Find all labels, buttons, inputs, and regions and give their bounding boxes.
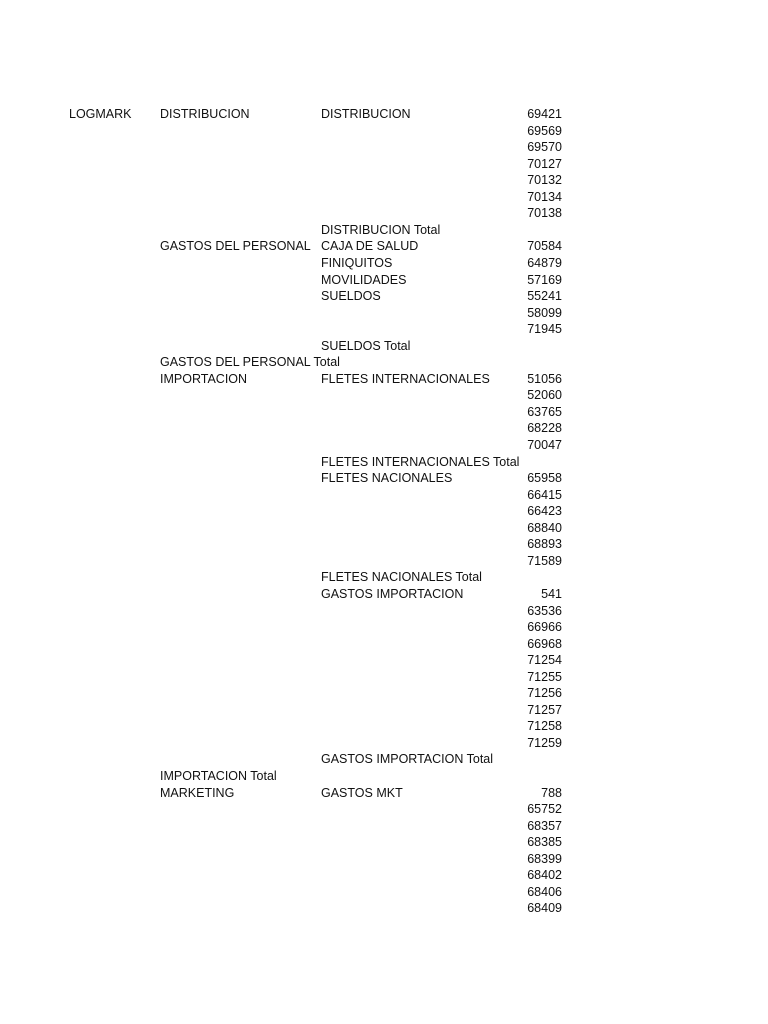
value-cell: 64879 (527, 255, 562, 270)
value-cell: 70127 (527, 156, 562, 171)
category-cell: GASTOS DEL PERSONAL Total (160, 355, 340, 370)
subcategory-cell: GASTOS MKT (321, 785, 403, 800)
value-cell: 52060 (527, 388, 562, 403)
table-row (0, 702, 768, 719)
value-cell: 63536 (527, 603, 562, 618)
table-row (0, 884, 768, 901)
value-cell: 68893 (527, 537, 562, 552)
table-row (0, 288, 768, 305)
table-row (0, 305, 768, 322)
value-cell: 71255 (527, 669, 562, 684)
value-cell: 541 (541, 586, 562, 601)
table-row (0, 338, 768, 355)
category-cell: DISTRIBUCION (160, 107, 250, 121)
table-row (0, 900, 768, 917)
table-row (0, 354, 768, 371)
table-row (0, 156, 768, 173)
category-cell: IMPORTACION (160, 371, 248, 386)
table-row (0, 586, 768, 603)
subcategory-cell: CAJA DE SALUD (321, 239, 419, 254)
value-cell: 71945 (527, 322, 562, 337)
value-cell: 68399 (527, 851, 562, 866)
value-cell: 71257 (527, 702, 562, 717)
subcategory-cell: GASTOS IMPORTACION (321, 586, 464, 601)
value-cell: 68402 (527, 868, 562, 883)
table-row (0, 222, 768, 239)
table-row (0, 321, 768, 338)
value-cell: 70584 (527, 239, 562, 254)
table-row (0, 189, 768, 206)
subcategory-cell: FLETES INTERNACIONALES Total (321, 454, 520, 469)
table-row (0, 851, 768, 868)
table-row (0, 139, 768, 156)
value-cell: 68406 (527, 884, 562, 899)
value-cell: 71589 (527, 553, 562, 568)
category-cell: GASTOS DEL PERSONAL (160, 239, 311, 254)
table-row (0, 735, 768, 752)
value-cell: 63765 (527, 404, 562, 419)
value-cell: 70132 (527, 173, 562, 188)
table-row (0, 768, 768, 785)
subcategory-cell: DISTRIBUCION Total (321, 222, 441, 237)
table-row (0, 437, 768, 454)
value-cell: 58099 (527, 305, 562, 320)
value-cell: 55241 (527, 289, 562, 304)
value-cell: 66423 (527, 504, 562, 519)
subcategory-cell: FLETES NACIONALES Total (321, 570, 482, 585)
table-row (0, 619, 768, 636)
subcategory-cell: FINIQUITOS (321, 255, 393, 270)
table-row (0, 603, 768, 620)
table-row (0, 569, 768, 586)
value-cell: 68228 (527, 421, 562, 436)
table-row (0, 470, 768, 487)
table-row (0, 520, 768, 537)
table-row (0, 553, 768, 570)
table-row (0, 371, 768, 388)
table-row (0, 387, 768, 404)
value-cell: 788 (541, 785, 562, 800)
table-row (0, 867, 768, 884)
value-cell: 71259 (527, 735, 562, 750)
value-cell: 68357 (527, 818, 562, 833)
subcategory-cell: DISTRIBUCION (321, 107, 411, 121)
subcategory-cell: MOVILIDADES (321, 272, 407, 287)
value-cell: 70134 (527, 189, 562, 204)
table-row (0, 172, 768, 189)
value-cell: 70047 (527, 438, 562, 452)
value-cell: 65958 (527, 471, 562, 486)
value-cell: 51056 (527, 371, 562, 386)
value-cell: 68840 (527, 520, 562, 535)
table-row (0, 652, 768, 669)
table-row (0, 487, 768, 504)
subcategory-cell: FLETES INTERNACIONALES (321, 371, 490, 386)
value-cell: 71254 (527, 653, 562, 668)
company-cell: LOGMARK (69, 107, 132, 121)
value-cell: 68409 (527, 901, 562, 916)
table-row (0, 454, 768, 471)
subcategory-cell: SUELDOS (321, 289, 381, 304)
value-cell: 69421 (527, 107, 562, 121)
value-cell: 69570 (527, 140, 562, 155)
table-row (0, 503, 768, 520)
table-row (0, 255, 768, 272)
table-row (0, 420, 768, 437)
table-row (0, 404, 768, 421)
table-row (0, 123, 768, 140)
value-cell: 57169 (527, 272, 562, 287)
value-cell: 66966 (527, 620, 562, 635)
table-row (0, 536, 768, 553)
table-row (0, 801, 768, 818)
table-row (0, 685, 768, 702)
category-cell: IMPORTACION Total (160, 769, 277, 783)
value-cell: 71258 (527, 719, 562, 734)
value-cell: 66968 (527, 636, 562, 651)
table-row (0, 272, 768, 289)
category-cell: MARKETING (160, 785, 235, 800)
value-cell: 68385 (527, 835, 562, 850)
value-cell: 65752 (527, 802, 562, 817)
table-row (0, 106, 768, 123)
subcategory-cell: FLETES NACIONALES (321, 471, 453, 486)
value-cell: 69569 (527, 123, 562, 138)
table-row (0, 834, 768, 851)
table-row (0, 205, 768, 222)
subcategory-cell: SUELDOS Total (321, 338, 411, 353)
value-cell: 71256 (527, 686, 562, 701)
table-row (0, 818, 768, 835)
table-row (0, 636, 768, 653)
subcategory-cell: GASTOS IMPORTACION Total (321, 752, 494, 767)
table-row (0, 238, 768, 255)
table-row (0, 785, 768, 802)
table-row (0, 751, 768, 768)
table-row (0, 718, 768, 735)
value-cell: 70138 (527, 206, 562, 221)
table-row (0, 669, 768, 686)
value-cell: 66415 (527, 487, 562, 502)
